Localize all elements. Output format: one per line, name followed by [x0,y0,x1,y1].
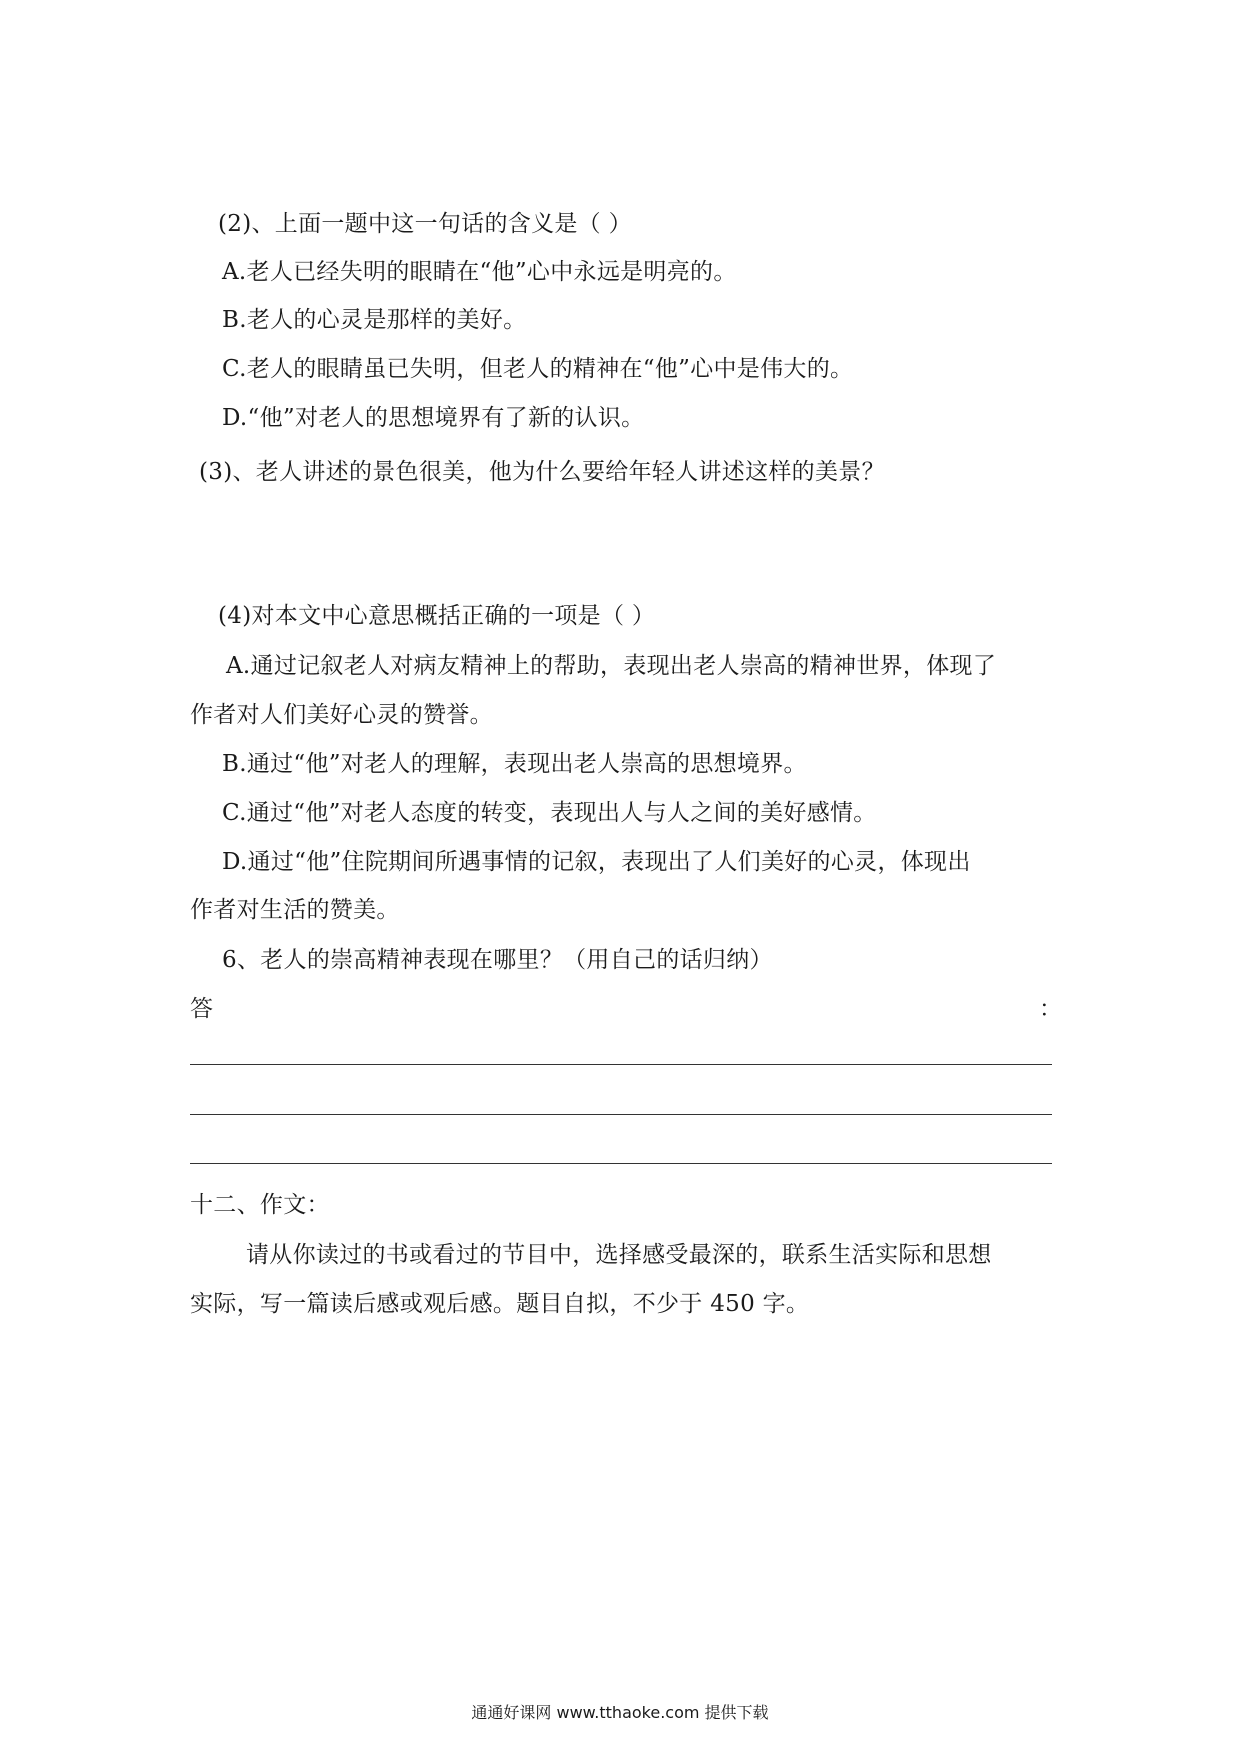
question-4-option-b: B.通过“他”对老人的理解，表现出老人崇高的思想境界。 [222,751,807,777]
question-4-option-a-line1: A.通过记叙老人对病友精神上的帮助，表现出老人崇高的精神世界，体现了 [226,653,997,679]
answer-line-3 [190,1163,1052,1164]
question-2-option-b: B.老人的心灵是那样的美好。 [222,307,527,333]
question-4-option-c: C.通过“他”对老人态度的转变，表现出人与人之间的美好感情。 [222,800,877,826]
page-footer: 通通好课网 www.tthaoke.com 提供下载 [471,1703,769,1722]
question-4-option-d-line2: 作者对生活的赞美。 [190,897,400,923]
answer-line-1 [190,1064,1052,1065]
answer-line-2 [190,1114,1052,1115]
question-4-stem: (4)对本文中心意思概括正确的一项是（ ） [218,603,656,629]
question-4-option-d-line1: D.通过“他”住院期间所遇事情的记叙，表现出了人们美好的心灵，体现出 [222,849,971,875]
answer-row [190,994,1062,1024]
question-2-option-d: D.“他”对老人的思想境界有了新的认识。 [222,405,645,431]
question-2-option-a: A.老人已经失明的眼睛在“他”心中永远是明亮的。 [222,259,737,285]
question-4-option-a-line2: 作者对人们美好心灵的赞誉。 [190,702,493,728]
essay-heading: 十二、作文： [190,1192,330,1218]
answer-colon: ： [1039,996,1062,1022]
essay-prompt-line2: 实际，写一篇读后感或观后感。题目自拟，不少于 450 字。 [190,1291,810,1317]
question-2-stem: (2)、上面一题中这一句话的含义是（ ） [218,211,632,237]
answer-label: 答 [190,996,213,1022]
essay-prompt-line1: 请从你读过的书或看过的节目中，选择感受最深的，联系生活实际和思想 [246,1242,992,1268]
question-2-option-c: C.老人的眼睛虽已失明，但老人的精神在“他”心中是伟大的。 [222,356,854,382]
question-6-stem: 6、老人的崇高精神表现在哪里？（用自己的话归纳） [222,947,773,973]
question-3-stem: (3)、老人讲述的景色很美，他为什么要给年轻人讲述这样的美景？ [199,459,885,485]
